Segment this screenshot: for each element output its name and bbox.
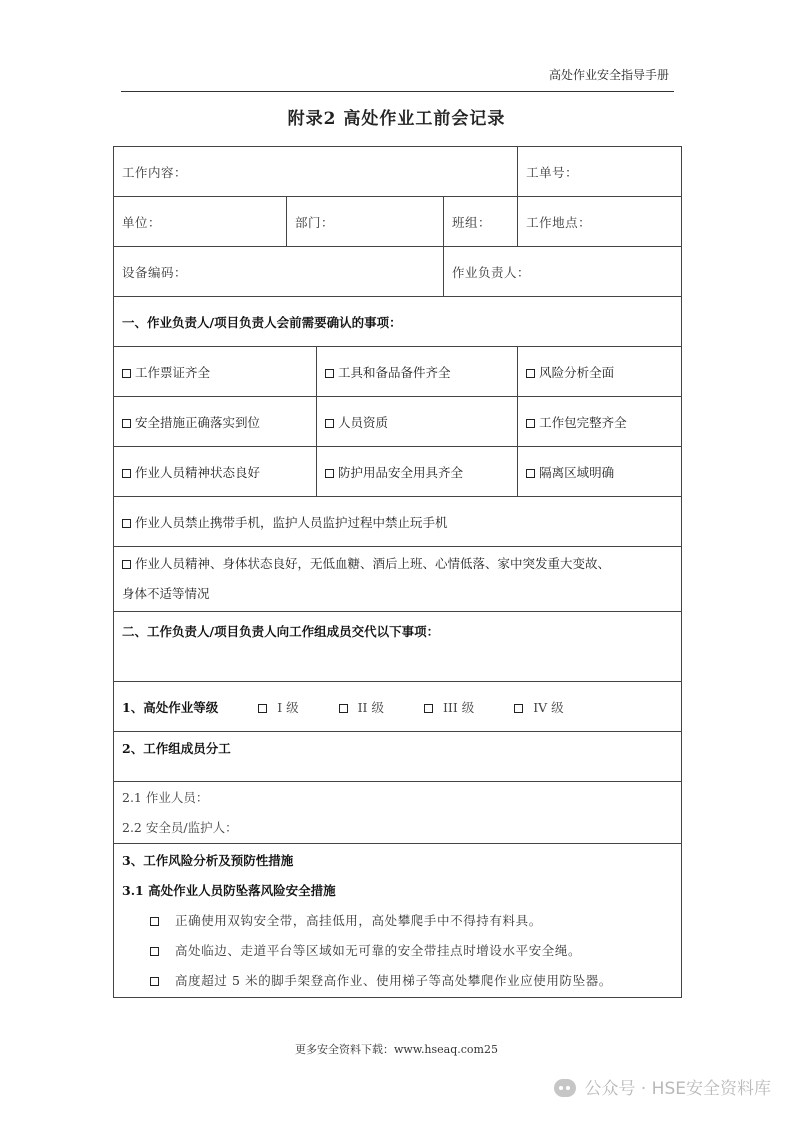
level-option-2[interactable]: II 级 [339,698,384,716]
checkbox-icon[interactable] [325,369,334,378]
work-level-row [114,682,682,732]
header-title: 高处作业安全指导手册 [548,68,669,82]
checkbox-icon[interactable] [339,704,348,713]
measure-item[interactable]: 正确使用双钩安全带，高挂低用，高处攀爬手中不得持有料具。 [122,906,673,936]
level-option-4[interactable]: IV 级 [514,698,563,716]
check-item[interactable]: 人员资质 [317,397,518,447]
division-cell [114,782,682,844]
checkbox-icon[interactable] [122,519,131,528]
health-check-item[interactable]: 作业人员精神、身体状态良好，无低血糖、酒后上班、心情低落、家中突发重大变故、 身体不适等情况 [114,547,682,612]
check-item[interactable]: 防护用品安全用具齐全 [317,447,518,497]
checkbox-icon[interactable] [122,560,131,569]
risk-heading: 3、工作风险分析及预防性措施 [122,853,294,868]
checkbox-icon[interactable] [150,977,159,986]
measure-item[interactable]: 高度超过 5 米的脚手架登高作业、使用梯子等高处攀爬作业应使用防坠器。 [122,966,673,996]
checkbox-icon[interactable] [526,369,535,378]
work-leader-field[interactable]: 作业负责人： [444,247,682,297]
checkbox-icon[interactable] [514,704,523,713]
fall-protection-heading: 3.1 高处作业人员防坠落风险安全措施 [122,883,336,898]
equipment-code-field[interactable]: 设备编码： [114,247,444,297]
level-option-3[interactable]: III 级 [424,698,474,716]
department-field[interactable]: 部门： [287,197,444,247]
header-rule [121,91,674,92]
team-field[interactable]: 班组： [444,197,518,247]
watermark-text: 公众号 · HSE安全资料库 [584,1079,771,1099]
location-field[interactable]: 工作地点： [518,197,682,247]
meeting-record-table [113,146,682,998]
ticket-no-field[interactable]: 工单号： [518,147,682,197]
division-heading: 2、工作组成员分工 [114,732,682,782]
checkbox-icon[interactable] [122,469,131,478]
checkbox-icon[interactable] [424,704,433,713]
footer-text: 更多安全资料下载：www.hseaq.com25 [295,1043,498,1056]
watermark [554,1074,771,1099]
section1-heading: 一、作业负责人/项目负责人会前需要确认的事项： [114,297,682,347]
checkbox-icon[interactable] [526,469,535,478]
checkbox-icon[interactable] [258,704,267,713]
checkbox-icon[interactable] [325,469,334,478]
risk-cell [114,844,682,998]
wechat-icon [554,1079,576,1097]
check-item[interactable]: 工作包完整齐全 [518,397,682,447]
check-item[interactable]: 安全措施正确落实到位 [114,397,317,447]
work-content-field[interactable]: 工作内容： [114,147,518,197]
health-check-continuation: 身体不适等情况 [122,586,210,601]
document-title: 附录2 高处作业工前会记录 [287,109,506,129]
checkbox-icon[interactable] [325,419,334,428]
workers-field[interactable]: 2.1 作业人员： [122,789,209,805]
check-item[interactable]: 作业人员精神状态良好 [114,447,317,497]
check-item[interactable]: 风险分析全面 [518,347,682,397]
check-item[interactable]: 工具和备品备件齐全 [317,347,518,397]
unit-field[interactable]: 单位： [114,197,287,247]
work-level-label: 1、高处作业等级 [122,699,219,715]
checkbox-icon[interactable] [150,917,159,926]
section2-heading: 二、工作负责人/项目负责人向工作组成员交代以下事项： [114,612,682,682]
check-item[interactable]: 工作票证齐全 [114,347,317,397]
measure-item[interactable]: 高处临边、走道平台等区域如无可靠的安全带挂点时增设水平安全绳。 [122,936,673,966]
checkbox-icon[interactable] [122,419,131,428]
level-option-1[interactable]: I 级 [258,698,298,716]
check-item[interactable]: 隔离区域明确 [518,447,682,497]
checkbox-icon[interactable] [526,419,535,428]
safety-officer-field[interactable]: 2.2 安全员/监护人： [122,819,238,835]
phone-check-item[interactable]: 作业人员禁止携带手机，监护人员监护过程中禁止玩手机 [114,497,682,547]
checkbox-icon[interactable] [122,369,131,378]
checkbox-icon[interactable] [150,947,159,956]
